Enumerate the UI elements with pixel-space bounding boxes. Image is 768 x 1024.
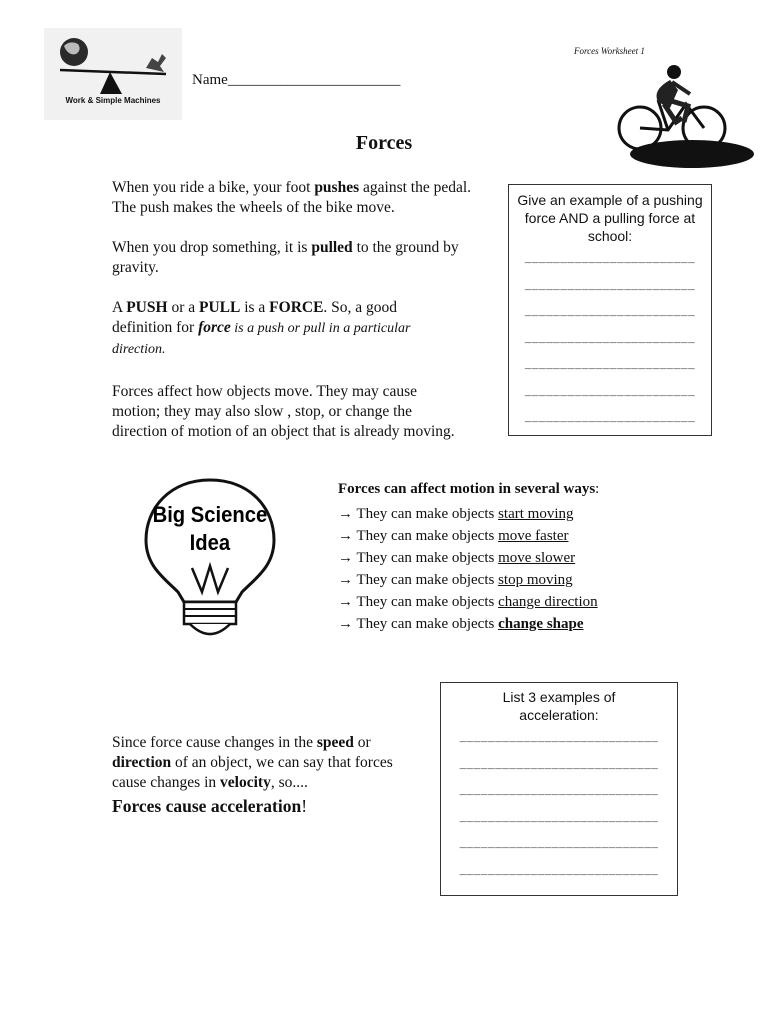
- cyclist-icon: [612, 60, 762, 172]
- worksheet-tag: Forces Worksheet 1: [574, 46, 645, 56]
- answer-line[interactable]: ________________________: [524, 333, 696, 346]
- bulb-text-line1: Big Science: [152, 503, 268, 528]
- seesaw-logo-icon: [44, 28, 182, 98]
- paragraph-forces-affect: Forces affect how objects move. They may cause motion; they may also slow , stop, or change the direction of motion of an object that is already moving.: [112, 383, 455, 440]
- acceleration-examples-box: [440, 682, 678, 896]
- bulb-text-line2: Idea: [189, 531, 231, 556]
- logo-caption: Work & Simple Machines: [65, 96, 161, 105]
- paragraph-push: When you ride a bike, your foot pushes against the pedal. The push makes the wheels of the bike move.: [112, 179, 472, 216]
- acceleration-prompt: List 3 examples of acceleration:: [502, 689, 616, 723]
- logo: [44, 28, 182, 120]
- answer-line[interactable]: ________________________: [524, 307, 696, 319]
- answer-line[interactable]: ________________________: [524, 254, 696, 266]
- name-field[interactable]: Name_______________________: [192, 72, 401, 88]
- answer-line[interactable]: ____________________________: [459, 839, 659, 851]
- acceleration-conclusion: Forces cause acceleration!: [112, 796, 308, 816]
- answer-line[interactable]: ________________________: [524, 386, 696, 399]
- ways-list: [338, 503, 598, 635]
- list-item: → They can make objects change direction: [338, 594, 598, 610]
- answer-line[interactable]: ____________________________: [459, 865, 659, 878]
- answer-line[interactable]: ________________________: [524, 280, 696, 293]
- answer-line[interactable]: ____________________________: [459, 812, 659, 825]
- school-forces-prompt: Give an example of a pushing force AND a pulling force at school:: [517, 192, 703, 244]
- page-title: Forces: [355, 132, 413, 154]
- answer-line[interactable]: ____________________________: [459, 786, 659, 798]
- answer-line[interactable]: ____________________________: [459, 733, 659, 745]
- school-forces-box: [508, 184, 712, 436]
- paragraph-definition: A PUSH or a PULL is a FORCE. So, a good definition for force is a push or pull in a particular direction.: [112, 299, 411, 357]
- list-item: → They can make objects start moving: [338, 506, 574, 522]
- paragraph-acceleration: Since force cause changes in the speed or direction of an object, we can say that forces cause changes in velocity, so....: [112, 734, 393, 791]
- paragraph-pull: When you drop something, it is pulled to the ground by gravity.: [112, 239, 459, 276]
- answer-line[interactable]: ________________________: [524, 360, 696, 372]
- list-item: → They can make objects move faster: [338, 528, 569, 544]
- list-item: → They can make objects change shape: [338, 616, 584, 632]
- list-item: → They can make objects move slower: [338, 550, 576, 566]
- list-item: → They can make objects stop moving: [338, 572, 573, 588]
- lightbulb-icon: [140, 474, 280, 646]
- ways-heading: Forces can affect motion in several ways:: [338, 481, 600, 497]
- answer-line[interactable]: ____________________________: [459, 759, 659, 772]
- answer-line[interactable]: ________________________: [524, 413, 696, 425]
